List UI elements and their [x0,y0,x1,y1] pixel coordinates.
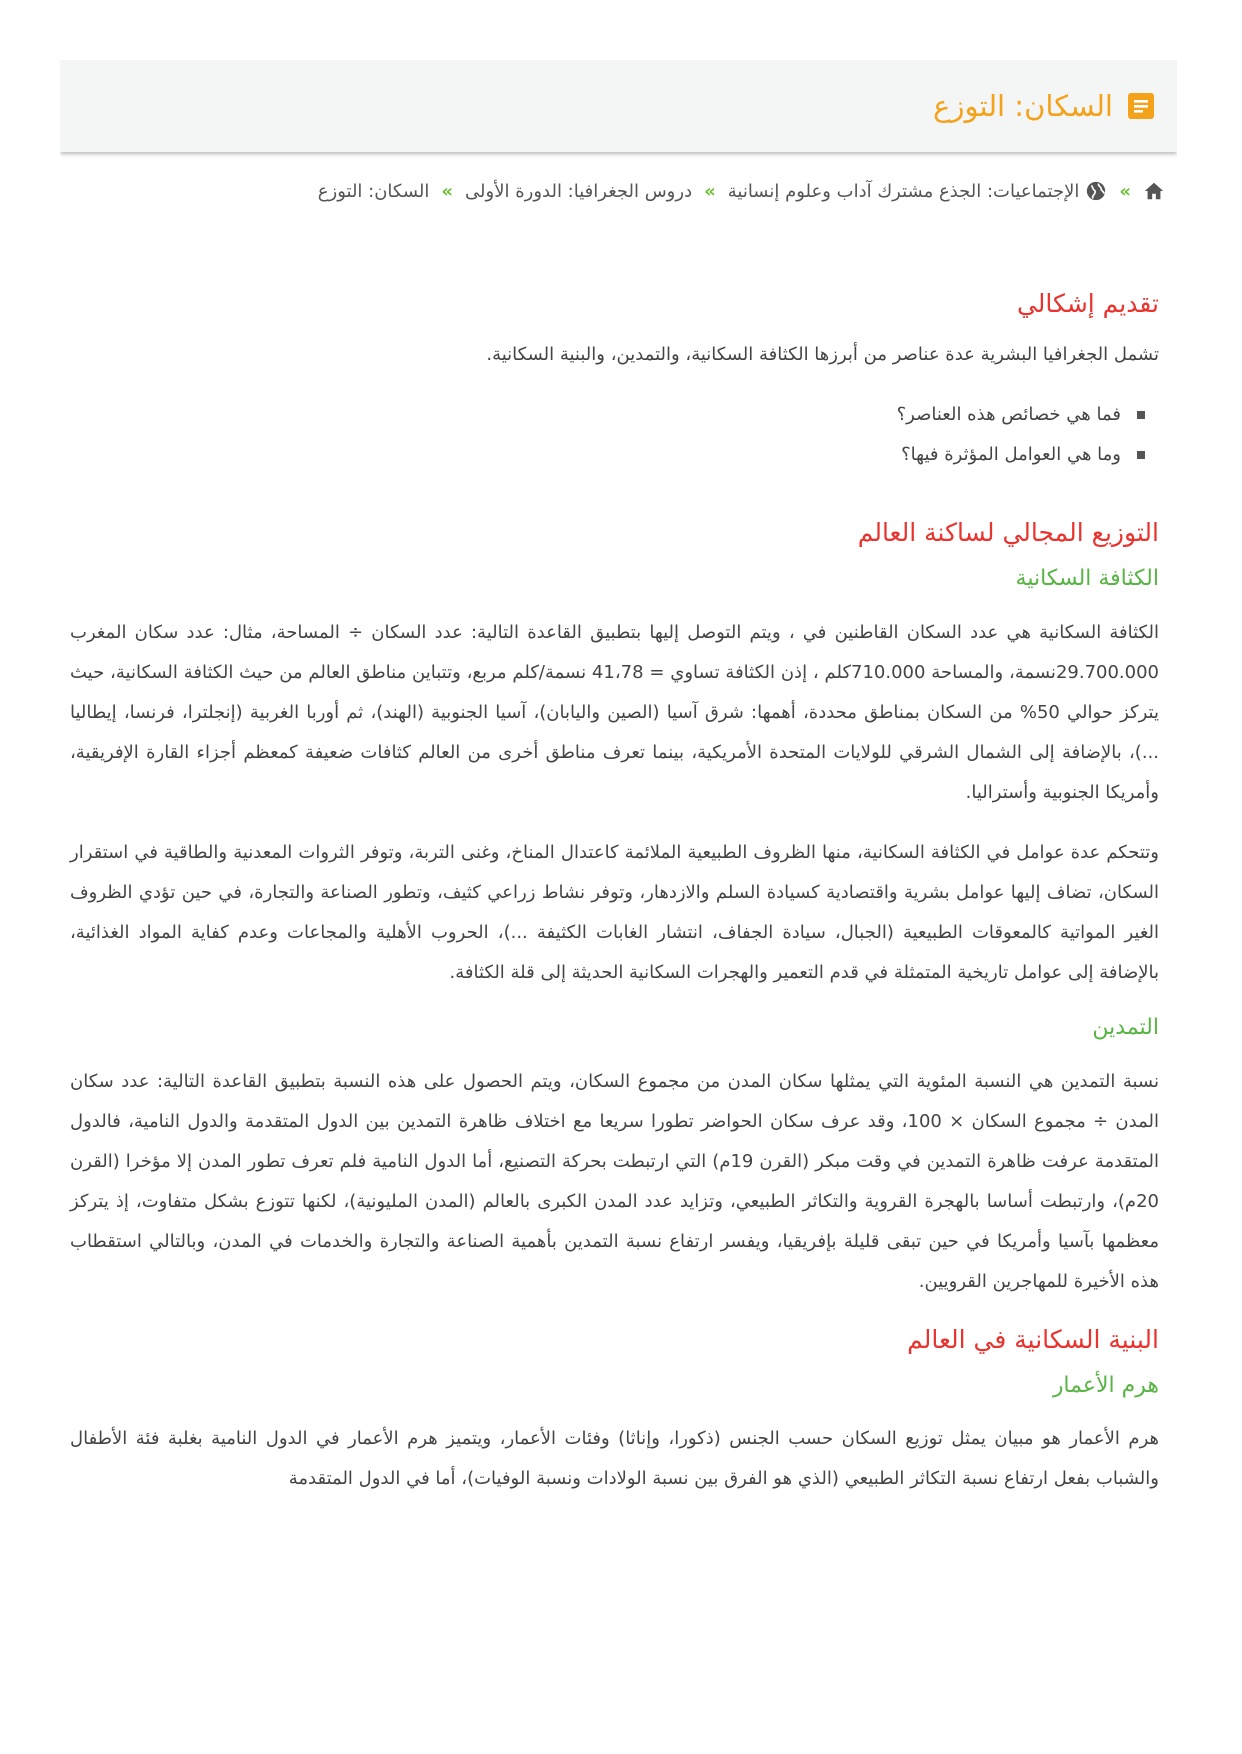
section-heading-distribution: التوزيع المجالي لساكنة العالم [857,518,1159,547]
density-paragraph: الكثافة السكانية هي عدد السكان القاطنين في ، ويتم التوصل إليها بتطبيق القاعدة التالية: عدد السكان ÷ المساحة، مثال: عدد سكان المغرب 29.700.000نسمة، والمساحة 710.000كلم ، إذن الكثافة تساوي = 41،78 نسمة/كلم مربع، وتتباين مناطق العالم من حيث الكثافة السكانية، حيث يتركز حوالي 50% من السكان بمناطق محددة، أهمها: شرق آسيا (الصين واليابان)، آسيا الجنوبية (الهند)، ثم أوربا الغربية (إنجلترا، فرنسا، إيطاليا ...)، بالإضافة إلى الشمال الشرقي للولايات المتحدة الأمريكية، بينما تعرف مناطق أخرى من العالم كثافات ضعيفة كمعظم أجزاء القارة الإفريقية، وأمريكا الجنوبية وأستراليا. [70,621,1160,803]
globe-icon [1085,180,1107,202]
question-text: وما هي العوامل المؤثرة فيها؟ [901,444,1121,465]
bullet-icon [1137,411,1145,419]
breadcrumb-separator: » [704,180,716,202]
list-item [70,435,1145,475]
list-item [70,395,1145,435]
question-text: فما هي خصائص هذه العناصر؟ [896,404,1121,425]
question-list [70,395,1159,475]
article [60,60,1177,1750]
title-bar [60,60,1177,152]
density-factors-paragraph: وتتحكم عدة عوامل في الكثافة السكانية، منها الظروف الطبيعية الملائمة كاعتدال المناخ، وغنى التربة، وتوفر الثروات المعدنية والطاقية في استقرار السكان، تضاف إليها عوامل بشرية واقتصادية كسيادة السلم والازدهار، وتوفر نشاط زراعي كثيف، وتطور الصناعة والتجارة، في حين تؤدي الظروف الغير المواتية كالمعوقات الطبيعية (الجبال، سيادة الجفاف، انتشار الغابات الكثيفة ...)، الحروب الأهلية والمجاعات وعدم كفاية المواد الغذائية، بالإضافة إلى عوامل تاريخية المتمثلة في قدم التعمير والهجرات السكانية الحديثة إلى قلة الكثافة. [70,841,1159,983]
breadcrumb-link-lessons[interactable]: دروس الجغرافيا: الدورة الأولى [465,180,693,202]
subheading-density: الكثافة السكانية [1015,566,1159,591]
intro-paragraph: تشمل الجغرافيا البشرية عدة عناصر من أبرزها الكثافة السكانية، والتمدين، والبنية السكانية. [486,344,1159,365]
pyramid-paragraph: هرم الأعمار هو مبيان يمثل توزيع السكان حسب الجنس (ذكورا، وإناثا) وفئات الأعمار، ويتميز هرم الأعمار في الدول النامية بغلبة فئة الأطفال والشباب بفعل ارتفاع نسبة التكاثر الطبيعي (الذي هو الفرق بين نسبة الولادات ونسبة الوفيات)، أما في الدول المتقدمة [70,1428,1159,1490]
subheading-urbanization: التمدين [1092,1014,1159,1040]
breadcrumb-current: السكان: التوزع [317,180,430,202]
home-icon[interactable] [1143,180,1165,202]
bullet-icon [1137,451,1145,459]
section-heading-intro: تقديم إشكالي [1016,289,1159,318]
breadcrumb [60,176,1177,206]
breadcrumb-separator: » [441,180,454,202]
article-content [60,286,1177,1499]
breadcrumb-link-subject[interactable]: الإجتماعيات: الجذع مشترك آداب وعلوم إنسانية [727,180,1080,202]
page-title: السكان: التوزع [933,89,1113,123]
article-icon [1127,92,1155,120]
section-heading-structure: البنية السكانية في العالم [907,1324,1159,1354]
subheading-pyramid: هرم الأعمار [1052,1372,1159,1398]
urbanization-paragraph: نسبة التمدين هي النسبة المئوية التي يمثلها سكان المدن من مجموع السكان، ويتم الحصول على هذه النسبة بتطبيق القاعدة التالية: عدد سكان المدن ÷ مجموع السكان × 100، وقد عرف سكان الحواضر تطورا سريعا مع اختلاف ظاهرة التمدين بين الدول المتقدمة والدول النامية، فالدول المتقدمة عرفت ظاهرة التمدين في وقت مبكر (القرن 19م) التي ارتبطت بحركة التصنيع، أما الدول النامية فلم تعرف تطور المدن إلا مؤخرا (القرن 20م)، وارتبطت أساسا بالهجرة القروية والتكاثر الطبيعي، وتزايد عدد المدن الكبرى بالعالم (المدن المليونية)، لكنها تتوزع بشكل متفاوت، إذ يتركز معظمها بآسيا وأمريكا في حين تبقى قليلة بإفريقيا، ويفسر ارتفاع نسبة التمدين بأهمية الصناعة والتجارة والخدمات في المدن، وبالتالي استقطاب هذه الأخيرة للمهاجرين القرويين. [70,1070,1159,1292]
breadcrumb-separator: » [1119,180,1131,202]
